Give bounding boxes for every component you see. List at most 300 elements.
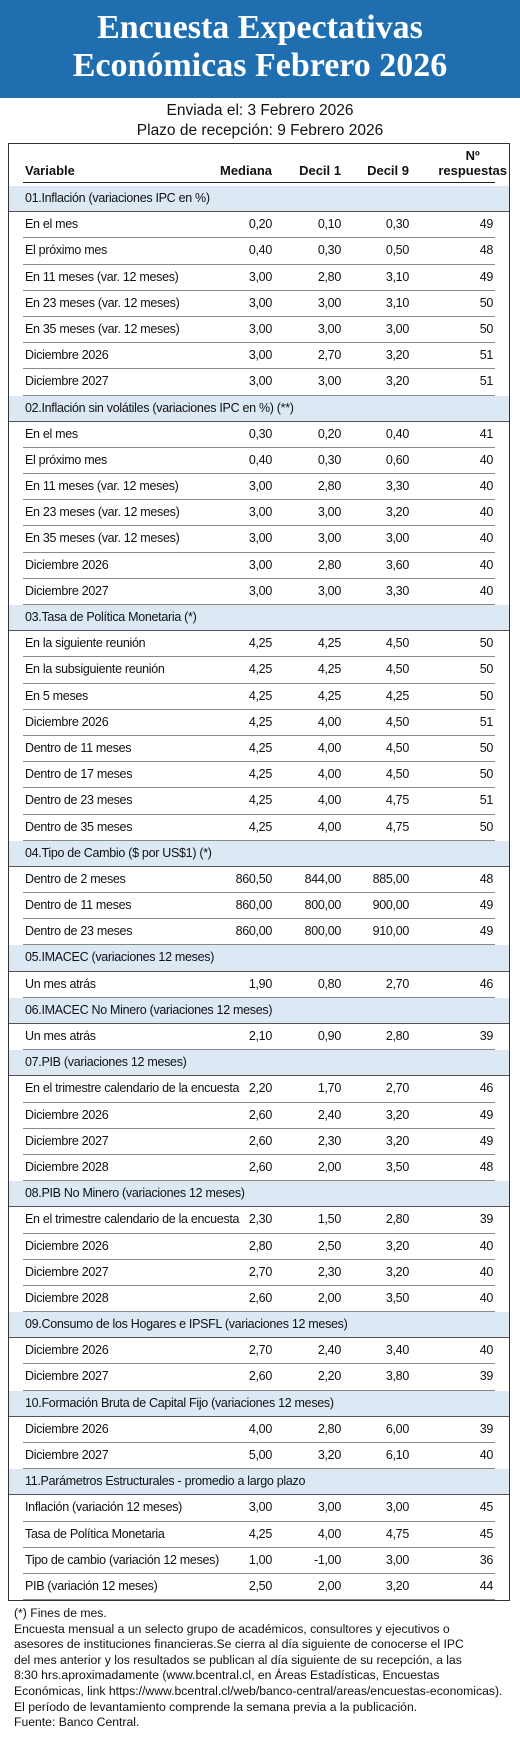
row-label: En 23 meses (var. 12 meses) xyxy=(25,505,180,520)
section-header xyxy=(9,1469,509,1495)
table-row xyxy=(23,972,495,998)
cell-decil1: 4,00 xyxy=(317,714,341,729)
table-row xyxy=(23,710,495,736)
section-title: 05.IMACEC (variaciones 12 meses) xyxy=(25,950,215,965)
row-label: Diciembre 2027 xyxy=(25,1369,109,1384)
footnote-line: (*) Fines de mes. xyxy=(14,1606,107,1620)
cell-n-respuestas: 40 xyxy=(479,1238,493,1253)
cell-decil9: 4,50 xyxy=(385,636,409,651)
cell-decil1: 2,00 xyxy=(317,1159,341,1174)
table-row xyxy=(23,815,495,841)
cell-n-respuestas: 50 xyxy=(479,767,493,782)
cell-mediana: 2,50 xyxy=(248,1578,272,1593)
cell-mediana: 2,60 xyxy=(248,1107,272,1122)
cell-mediana: 3,00 xyxy=(248,479,272,494)
table-row xyxy=(23,762,495,788)
table-row xyxy=(23,448,495,474)
cell-decil9: 3,20 xyxy=(385,505,409,520)
title-line-2: Económicas Febrero 2026 xyxy=(72,47,448,84)
row-label: Dentro de 11 meses xyxy=(25,740,132,755)
cell-decil9: 3,60 xyxy=(385,557,409,572)
cell-decil9: 2,80 xyxy=(385,1212,409,1227)
table-row xyxy=(23,1574,495,1600)
row-label: En 11 meses (var. 12 meses) xyxy=(25,479,179,494)
cell-n-respuestas: 51 xyxy=(479,374,493,389)
cell-decil1: 4,00 xyxy=(317,767,341,782)
cell-decil9: 885,00 xyxy=(372,871,409,886)
cell-n-respuestas: 50 xyxy=(479,819,493,834)
section-title: 06.IMACEC No Minero (variaciones 12 meses) xyxy=(25,1002,273,1017)
section-title: 03.Tasa de Política Monetaria (*) xyxy=(25,610,197,624)
cell-decil9: 2,70 xyxy=(385,1081,409,1096)
row-label: Diciembre 2026 xyxy=(25,1343,109,1358)
table-row xyxy=(23,1076,495,1102)
cell-decil1: 2,30 xyxy=(317,1264,341,1279)
table-row xyxy=(23,526,495,552)
deadline-date: Plazo de recepción: 9 Febrero 2026 xyxy=(136,122,384,139)
column-n-line1: Nº xyxy=(465,148,480,163)
cell-decil9: 2,70 xyxy=(385,976,409,991)
table-row xyxy=(23,657,495,683)
table-row xyxy=(23,422,495,448)
footnote-line: asesores de instituciones financieras.Se cierra al día siguiente de conocerse el IPC xyxy=(14,1637,464,1652)
cell-n-respuestas: 39 xyxy=(479,1421,493,1436)
cell-decil9: 3,50 xyxy=(385,1290,409,1305)
cell-n-respuestas: 44 xyxy=(479,1578,493,1593)
cell-mediana: 4,25 xyxy=(248,1526,272,1541)
table-row xyxy=(23,1417,495,1443)
table-row xyxy=(23,291,495,317)
cell-n-respuestas: 51 xyxy=(479,714,493,729)
cell-decil1: 800,00 xyxy=(304,898,341,913)
cell-mediana: 2,60 xyxy=(248,1369,272,1384)
table-row xyxy=(23,1260,495,1286)
cell-decil1: 4,25 xyxy=(317,688,341,703)
cell-n-respuestas: 49 xyxy=(479,217,493,232)
cell-decil1: 800,00 xyxy=(304,924,341,939)
cell-decil9: 3,00 xyxy=(385,531,409,546)
cell-decil1: 4,00 xyxy=(317,819,341,834)
row-label: Un mes atrás xyxy=(25,1029,96,1043)
cell-n-respuestas: 40 xyxy=(479,1448,493,1462)
table-row xyxy=(23,788,495,814)
cell-decil9: 6,10 xyxy=(385,1448,409,1462)
cell-n-respuestas: 49 xyxy=(479,898,493,913)
table-row xyxy=(23,1155,495,1181)
cell-mediana: 3,00 xyxy=(248,583,272,598)
cell-n-respuestas: 50 xyxy=(479,295,493,310)
table-row xyxy=(23,1364,495,1390)
row-label: Diciembre 2028 xyxy=(25,1290,109,1305)
cell-n-respuestas: 40 xyxy=(479,531,493,546)
cell-decil9: 3,10 xyxy=(385,269,409,284)
cell-n-respuestas: 51 xyxy=(479,793,493,808)
cell-decil1: 4,25 xyxy=(317,636,341,651)
row-label: Dentro de 23 meses xyxy=(25,924,133,939)
cell-decil1: 2,50 xyxy=(317,1238,341,1253)
row-label: Dentro de 11 meses xyxy=(25,898,132,913)
row-label: En 35 meses (var. 12 meses) xyxy=(25,321,180,336)
cell-mediana: 3,00 xyxy=(248,557,272,572)
section-title: 08.PIB No Minero (variaciones 12 meses) xyxy=(25,1186,245,1201)
row-label: Diciembre 2027 xyxy=(25,374,109,389)
cell-decil1: 0,90 xyxy=(317,1029,341,1043)
section-header xyxy=(9,1181,509,1207)
section-title: 11.Parámetros Estructurales - promedio a largo plazo xyxy=(25,1474,306,1489)
cell-decil1: 2,80 xyxy=(317,557,341,572)
column-n-line2: respuestas xyxy=(438,163,507,178)
row-label: Diciembre 2027 xyxy=(25,1264,109,1279)
cell-n-respuestas: 50 xyxy=(479,740,493,755)
table-row xyxy=(23,1234,495,1260)
cell-n-respuestas: 40 xyxy=(479,1264,493,1279)
table-row xyxy=(23,919,495,945)
cell-n-respuestas: 40 xyxy=(479,583,493,598)
cell-decil9: 3,30 xyxy=(385,479,409,494)
row-label: Tipo de cambio (variación 12 meses) xyxy=(25,1552,219,1567)
table-row xyxy=(23,1207,495,1233)
cell-mediana: 4,25 xyxy=(248,740,272,755)
table-row xyxy=(23,212,495,238)
cell-decil1: 2,20 xyxy=(317,1369,341,1384)
section-header xyxy=(9,396,509,422)
cell-decil1: 3,00 xyxy=(317,505,341,520)
cell-decil9: 4,50 xyxy=(385,714,409,729)
row-label: Diciembre 2026 xyxy=(25,348,109,363)
table-row xyxy=(23,1338,495,1364)
cell-n-respuestas: 48 xyxy=(479,871,493,886)
table-row xyxy=(23,1522,495,1548)
cell-decil1: 0,10 xyxy=(317,217,341,232)
cell-mediana: 3,00 xyxy=(248,1500,272,1515)
cell-n-respuestas: 40 xyxy=(479,1343,493,1358)
cell-n-respuestas: 45 xyxy=(479,1500,493,1515)
table-row xyxy=(23,317,495,343)
cell-mediana: 0,30 xyxy=(248,426,272,441)
cell-decil1: 4,00 xyxy=(317,1526,341,1541)
cell-decil1: 2,40 xyxy=(317,1343,341,1358)
row-label: Inflación (variación 12 meses) xyxy=(25,1500,183,1515)
cell-mediana: 4,25 xyxy=(248,793,272,808)
section-title: 04.Tipo de Cambio ($ por US$1) (*) xyxy=(25,845,212,860)
section-header xyxy=(9,841,509,867)
cell-decil1: 844,00 xyxy=(304,871,341,886)
section-header xyxy=(9,1050,509,1076)
row-label: Dentro de 17 meses xyxy=(25,767,133,782)
cell-decil9: 3,20 xyxy=(385,1578,409,1593)
row-label: En el mes xyxy=(25,426,78,441)
cell-decil1: 0,30 xyxy=(317,243,341,258)
column-decil9: Decil 9 xyxy=(367,163,409,178)
cell-decil9: 3,00 xyxy=(385,1500,409,1515)
row-label: El próximo mes xyxy=(25,452,107,467)
row-label: Un mes atrás xyxy=(25,976,96,991)
cell-n-respuestas: 36 xyxy=(479,1552,493,1567)
cell-decil9: 4,25 xyxy=(385,688,409,703)
cell-mediana: 1,00 xyxy=(248,1552,272,1567)
row-label: Diciembre 2026 xyxy=(25,1107,109,1122)
row-label: Diciembre 2027 xyxy=(25,1133,109,1148)
cell-n-respuestas: 49 xyxy=(479,269,493,284)
title-line-1: Encuesta Expectativas xyxy=(97,9,423,46)
table-row xyxy=(23,265,495,291)
row-label: En la siguiente reunión xyxy=(25,636,146,651)
cell-mediana: 4,25 xyxy=(248,714,272,729)
cell-mediana: 3,00 xyxy=(248,531,272,546)
cell-decil1: 4,25 xyxy=(317,662,341,677)
section-title: 10.Formación Bruta de Capital Fijo (variaciones 12 meses) xyxy=(25,1395,334,1410)
cell-mediana: 0,40 xyxy=(248,452,272,467)
row-label: En 5 meses xyxy=(25,688,89,703)
cell-mediana: 3,00 xyxy=(248,374,272,389)
cell-n-respuestas: 49 xyxy=(479,1133,493,1148)
table-row xyxy=(23,238,495,264)
cell-decil9: 900,00 xyxy=(372,898,409,913)
cell-decil9: 3,20 xyxy=(385,348,409,363)
row-label: En el trimestre calendario de la encuesta xyxy=(25,1081,240,1096)
cell-mediana: 2,80 xyxy=(248,1238,272,1253)
cell-mediana: 2,10 xyxy=(248,1029,272,1043)
cell-decil9: 4,50 xyxy=(385,662,409,677)
cell-decil1: 0,80 xyxy=(317,976,341,991)
table-row xyxy=(23,579,495,605)
cell-decil1: 3,00 xyxy=(317,374,341,389)
cell-n-respuestas: 46 xyxy=(479,976,493,991)
sent-date: Enviada el: 3 Febrero 2026 xyxy=(166,102,354,119)
cell-decil1: 3,00 xyxy=(317,321,341,336)
cell-decil1: 3,00 xyxy=(317,295,341,310)
cell-decil9: 3,20 xyxy=(385,1133,409,1148)
cell-decil1: 1,70 xyxy=(317,1081,341,1096)
section-title: 09.Consumo de los Hogares e IPSFL (variaciones 12 meses) xyxy=(25,1317,348,1332)
cell-mediana: 0,40 xyxy=(248,243,272,258)
footnote-line: del mes anterior y los resultados se publican al día siguiente de su recepción, a las xyxy=(14,1652,462,1667)
table-row xyxy=(23,369,495,395)
cell-n-respuestas: 48 xyxy=(479,243,493,258)
section-title: 07.PIB (variaciones 12 meses) xyxy=(25,1055,187,1070)
footnote-line: Fuente: Banco Central. xyxy=(14,1715,140,1730)
row-label: Diciembre 2026 xyxy=(25,1238,109,1253)
cell-mediana: 5,00 xyxy=(248,1448,272,1462)
cell-n-respuestas: 48 xyxy=(479,1159,493,1174)
cell-mediana: 2,70 xyxy=(248,1343,272,1358)
cell-mediana: 3,00 xyxy=(248,348,272,363)
footnote-line: Encuesta mensual a un selecto grupo de académicos, consultores y ejecutivos o xyxy=(14,1621,450,1636)
row-label: Tasa de Política Monetaria xyxy=(25,1526,165,1541)
cell-decil1: 2,00 xyxy=(317,1290,341,1305)
table-row xyxy=(23,1103,495,1129)
cell-mediana: 0,20 xyxy=(248,217,272,232)
row-label: Dentro de 2 meses xyxy=(25,871,126,886)
cell-n-respuestas: 41 xyxy=(479,426,493,441)
cell-decil9: 0,30 xyxy=(385,217,409,232)
cell-n-respuestas: 39 xyxy=(479,1212,493,1227)
cell-decil1: 2,80 xyxy=(317,479,341,494)
cell-mediana: 3,00 xyxy=(248,269,272,284)
cell-decil1: 2,40 xyxy=(317,1107,341,1122)
cell-decil9: 6,00 xyxy=(385,1421,409,1436)
cell-decil9: 4,75 xyxy=(385,793,409,808)
cell-decil1: 4,00 xyxy=(317,740,341,755)
cell-decil9: 3,40 xyxy=(385,1343,409,1358)
cell-decil9: 3,10 xyxy=(385,295,409,310)
section-header xyxy=(9,1312,509,1338)
table-row xyxy=(23,1548,495,1574)
cell-mediana: 1,90 xyxy=(248,976,272,991)
column-n-respuestas xyxy=(438,148,507,178)
row-label: Diciembre 2026 xyxy=(25,557,109,572)
cell-mediana: 3,00 xyxy=(248,505,272,520)
column-variable: Variable xyxy=(25,163,75,178)
cell-n-respuestas: 40 xyxy=(479,479,493,494)
row-label: Diciembre 2027 xyxy=(25,583,109,598)
cell-decil9: 4,75 xyxy=(385,819,409,834)
cell-mediana: 860,00 xyxy=(235,898,272,913)
table-row xyxy=(23,1286,495,1312)
cell-decil1: 2,80 xyxy=(317,269,341,284)
table-row xyxy=(23,474,495,500)
table-row xyxy=(23,631,495,657)
cell-mediana: 860,50 xyxy=(235,871,272,886)
section-header xyxy=(9,605,509,631)
cell-decil9: 3,50 xyxy=(385,1159,409,1174)
section-header xyxy=(9,945,509,971)
cell-n-respuestas: 40 xyxy=(479,505,493,520)
cell-decil1: 0,30 xyxy=(317,452,341,467)
cell-decil1: 2,70 xyxy=(317,348,341,363)
row-label: PIB (variación 12 meses) xyxy=(25,1578,158,1593)
table-row xyxy=(23,1129,495,1155)
cell-mediana: 2,60 xyxy=(248,1290,272,1305)
cell-decil1: 3,00 xyxy=(317,531,341,546)
cell-decil9: 3,20 xyxy=(385,374,409,389)
cell-n-respuestas: 50 xyxy=(479,636,493,651)
cell-decil9: 3,00 xyxy=(385,1552,409,1567)
cell-mediana: 4,00 xyxy=(248,1421,272,1436)
column-mediana: Mediana xyxy=(219,163,272,178)
row-label: En la subsiguiente reunión xyxy=(25,662,165,677)
cell-decil9: 4,75 xyxy=(385,1526,409,1541)
cell-decil9: 910,00 xyxy=(372,924,409,939)
cell-decil1: 3,00 xyxy=(317,583,341,598)
footnote-line: 8:30 hrs.aproximadamente (www.bcentral.cl, en Áreas Estadísticas, Encuestas xyxy=(14,1668,440,1683)
cell-n-respuestas: 40 xyxy=(479,1290,493,1305)
cell-n-respuestas: 40 xyxy=(479,452,493,467)
table-header xyxy=(9,144,509,180)
cell-mediana: 2,30 xyxy=(248,1212,272,1227)
cell-mediana: 3,00 xyxy=(248,295,272,310)
cell-decil9: 3,20 xyxy=(385,1264,409,1279)
cell-n-respuestas: 51 xyxy=(479,348,493,363)
cell-n-respuestas: 39 xyxy=(479,1369,493,1384)
row-label: En 35 meses (var. 12 meses) xyxy=(25,531,180,546)
header-rule xyxy=(23,182,495,183)
cell-n-respuestas: 45 xyxy=(479,1526,493,1541)
section-header xyxy=(9,998,509,1024)
footnote-line: El período de levantamiento comprende la semana previa a la publicación. xyxy=(14,1699,418,1714)
section-title: 01.Inflación (variaciones IPC en %) xyxy=(25,191,210,205)
cell-mediana: 4,25 xyxy=(248,662,272,677)
row-label: En 23 meses (var. 12 meses) xyxy=(25,295,180,310)
footnotes xyxy=(14,1606,514,1731)
table-row xyxy=(23,893,495,919)
cell-n-respuestas: 50 xyxy=(479,688,493,703)
table-row xyxy=(23,867,495,893)
cell-n-respuestas: 46 xyxy=(479,1081,493,1096)
cell-mediana: 4,25 xyxy=(248,688,272,703)
section-title: 02.Inflación sin volátiles (variaciones IPC en %) (**) xyxy=(25,400,294,415)
cell-mediana: 4,25 xyxy=(248,767,272,782)
row-label: Diciembre 2026 xyxy=(25,1421,109,1436)
row-label: El próximo mes xyxy=(25,243,107,258)
cell-mediana: 4,25 xyxy=(248,819,272,834)
table-row xyxy=(23,343,495,369)
row-label: Diciembre 2027 xyxy=(25,1448,109,1462)
cell-decil1: 2,00 xyxy=(317,1578,341,1593)
cell-decil1: 1,50 xyxy=(317,1212,341,1227)
cell-mediana: 2,60 xyxy=(248,1159,272,1174)
row-label: En 11 meses (var. 12 meses) xyxy=(25,269,179,284)
section-header xyxy=(9,1391,509,1417)
row-label: En el trimestre calendario de la encuesta xyxy=(25,1212,240,1227)
table-row xyxy=(23,553,495,579)
cell-decil1: 3,20 xyxy=(317,1448,341,1462)
cell-n-respuestas: 50 xyxy=(479,321,493,336)
table-row xyxy=(23,1495,495,1521)
cell-decil1: 3,00 xyxy=(317,1500,341,1515)
row-label: En el mes xyxy=(25,217,78,232)
cell-decil1: 4,00 xyxy=(317,793,341,808)
cell-n-respuestas: 40 xyxy=(479,557,493,572)
cell-n-respuestas: 39 xyxy=(479,1029,493,1043)
cell-decil9: 0,50 xyxy=(385,243,409,258)
table-body xyxy=(9,186,509,1600)
table-row xyxy=(23,736,495,762)
cell-decil1: 0,20 xyxy=(317,426,341,441)
cell-decil9: 4,50 xyxy=(385,740,409,755)
footnote-line: Económicas, link https://www.bcentral.cl/web/banco-central/areas/encuestas-economicas). xyxy=(14,1683,503,1698)
row-label: Diciembre 2026 xyxy=(25,714,109,729)
cell-n-respuestas: 49 xyxy=(479,924,493,939)
table-row xyxy=(23,1024,495,1050)
table-row xyxy=(23,1443,495,1469)
cell-mediana: 4,25 xyxy=(248,636,272,651)
cell-mediana: 860,00 xyxy=(235,924,272,939)
cell-decil9: 2,80 xyxy=(385,1029,409,1043)
table-row xyxy=(23,500,495,526)
cell-decil9: 4,50 xyxy=(385,767,409,782)
cell-decil9: 3,20 xyxy=(385,1238,409,1253)
cell-decil9: 3,80 xyxy=(385,1369,409,1384)
cell-decil1: 2,30 xyxy=(317,1133,341,1148)
title-banner xyxy=(0,0,520,98)
row-label: Dentro de 23 meses xyxy=(25,793,133,808)
cell-decil1: -1,00 xyxy=(314,1552,341,1567)
table-row xyxy=(23,684,495,710)
cell-mediana: 2,70 xyxy=(248,1264,272,1279)
cell-decil9: 3,20 xyxy=(385,1107,409,1122)
column-decil1: Decil 1 xyxy=(299,163,341,178)
cell-n-respuestas: 49 xyxy=(479,1107,493,1122)
row-label: Dentro de 35 meses xyxy=(25,819,133,834)
cell-decil9: 0,40 xyxy=(385,426,409,441)
row-label: Diciembre 2028 xyxy=(25,1159,109,1174)
cell-mediana: 3,00 xyxy=(248,321,272,336)
cell-decil1: 2,80 xyxy=(317,1421,341,1436)
cell-n-respuestas: 50 xyxy=(479,662,493,677)
cell-mediana: 2,60 xyxy=(248,1133,272,1148)
section-header xyxy=(9,186,509,212)
